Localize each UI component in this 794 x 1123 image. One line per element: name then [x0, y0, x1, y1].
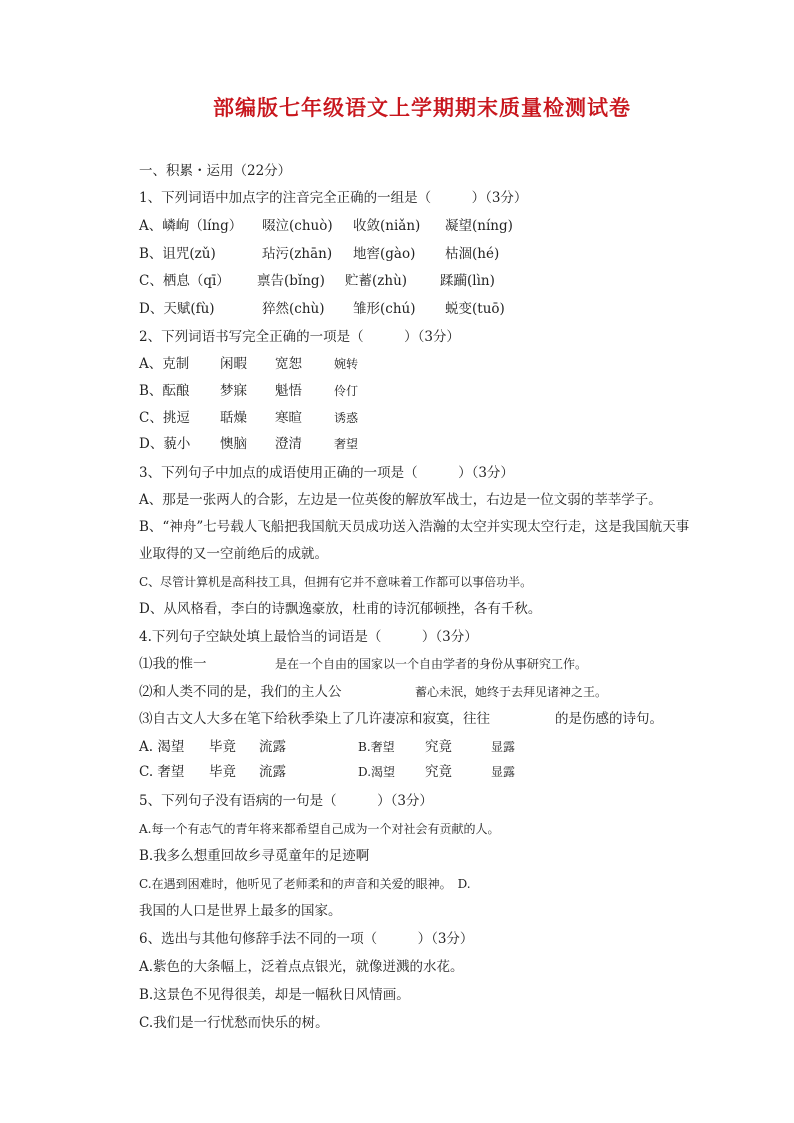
q4-s1-after-blank: 是在一个自由的国家以一个自由学者的身份从事研究工作。	[275, 657, 588, 671]
q6-option-b: B.这景色不见得很美，却是一幅秋日风情画。	[139, 987, 410, 1003]
q4-a-word3: 流露	[259, 739, 286, 755]
q2-d-word1: D、藐小	[139, 436, 191, 452]
q1-stem: 1、下列词语中加点字的注音完全正确的一组是（ ）（3分）	[139, 190, 528, 206]
q1-a-word2: 啜泣(chuò)	[262, 218, 333, 234]
q2-b-word4: 伶仃	[334, 384, 359, 398]
q2-d-word2: 懊脑	[220, 436, 247, 452]
q1-c-word4: 蹂躏(lìn)	[440, 273, 495, 289]
q4-c-word2: 毕竟	[209, 764, 236, 780]
q2-d-word3: 澄清	[275, 436, 302, 452]
q2-b-word1: B、酝酿	[139, 383, 190, 399]
q4-b-word3: 显露	[491, 740, 516, 754]
q3-option-a: A、那是一张两人的合影，左边是一位英俊的解放军战士，右边是一位文弱的莘莘学子。	[139, 492, 662, 508]
q4-c-word3: 流露	[259, 764, 286, 780]
q1-b-word4: 枯涸(hé)	[445, 246, 500, 262]
q4-s3-before-blank: ⑶自古文人大多在笔下给秋季染上了几许凄凉和寂寞，往往	[139, 711, 490, 727]
q5-option-a: A.每一个有志气的青年将来都希望自己成为一个对社会有贡献的人。	[139, 822, 500, 836]
q4-b-word1: B.奢望	[358, 740, 395, 754]
q2-a-word4: 婉转	[334, 357, 359, 371]
q4-d-word2: 究竟	[425, 764, 452, 780]
q2-b-word3: 魁悟	[275, 383, 302, 399]
q2-stem: 2、下列词语书写完全正确的一项是（ ）（3分）	[139, 329, 460, 345]
q4-s3-after-blank: 的是伤感的诗句。	[555, 711, 663, 727]
q4-b-word2: 究竟	[425, 739, 452, 755]
q4-d-word1: D.渴望	[358, 765, 396, 779]
q4-s2-before-blank: ⑵和人类不同的是，我们的主人公	[139, 684, 342, 700]
q1-c-word3: 贮蓄(zhù)	[345, 273, 408, 289]
q4-d-word3: 显露	[491, 765, 516, 779]
q2-a-word3: 宽恕	[275, 356, 302, 372]
q2-c-word2: 聒燥	[220, 410, 247, 426]
q3-option-c: C、尽管计算机是高科技工具，但拥有它并不意味着工作都可以事倍功半。	[139, 575, 533, 589]
q1-b-word1: B、诅咒(zǔ)	[139, 246, 216, 262]
q1-c-word2: 禀告(bǐng)	[257, 273, 325, 289]
q2-d-word4: 奢望	[334, 437, 359, 451]
q6-option-a: A.紫色的大条幅上，泛着点点银光，就像迸溅的水花。	[139, 959, 464, 975]
q5-option-d: 我国的人口是世界上最多的国家。	[139, 903, 342, 919]
q1-d-word3: 雏形(chú)	[353, 301, 416, 317]
q4-stem: 4.下列句子空缺处填上最恰当的词语是（ ）（3分）	[139, 629, 478, 645]
q2-a-word2: 闲暇	[220, 356, 247, 372]
q5-option-c: C.在遇到困难时，他听见了老师柔和的声音和关爱的眼神。 D.	[139, 877, 471, 891]
q6-option-c: C.我们是一行忧愁而快乐的树。	[139, 1015, 329, 1031]
q3-stem: 3、下列句子中加点的成语使用正确的一项是（ ）（3分）	[139, 465, 514, 481]
q4-s1-before-blank: ⑴我的惟一	[139, 656, 207, 672]
q5-stem: 5、下列句子没有语病的一句是（ ）（3分）	[139, 793, 433, 809]
q1-a-word4: 凝望(níng)	[445, 218, 513, 234]
q6-stem: 6、选出与其他句修辞手法不同的一项（ ）（3分）	[139, 931, 474, 947]
q2-c-word1: C、挑逗	[139, 410, 190, 426]
q5-option-b: B.我多么想重回故乡寻觅童年的足迹啊	[139, 848, 370, 864]
q1-a-word3: 收敛(niǎn)	[353, 218, 421, 234]
q1-b-word3: 地窖(gào)	[353, 246, 416, 262]
q4-s2-after-blank: 蓄心未泯，她终于去拜见诸神之王。	[415, 685, 608, 699]
section-heading: 一、积累・运用（22分）	[139, 163, 292, 179]
q1-d-word1: D、天赋(fù)	[139, 301, 215, 317]
exam-title: 部编版七年级语文上学期期末质量检测试卷	[213, 96, 631, 120]
q1-d-word2: 猝然(chù)	[262, 301, 325, 317]
q3-option-d: D、从风格看，李白的诗飘逸豪放，杜甫的诗沉郁顿挫，各有千秋。	[139, 601, 542, 617]
q4-a-word1: A. 渴望	[139, 739, 185, 755]
q1-b-word2: 玷污(zhān)	[262, 246, 333, 262]
q4-a-word2: 毕竟	[209, 739, 236, 755]
q3-option-b-line1: B、“神舟”七号载人飞船把我国航天员成功送入浩瀚的太空并实现太空行走，这是我国航天事	[139, 519, 690, 535]
q4-c-word1: C. 奢望	[139, 764, 185, 780]
q2-c-word3: 寒暄	[275, 410, 302, 426]
q1-d-word4: 蜕变(tuō)	[445, 301, 505, 317]
q2-b-word2: 梦寐	[220, 383, 247, 399]
q2-a-word1: A、克制	[139, 356, 190, 372]
q1-c-word1: C、栖息（qī）	[139, 273, 230, 289]
q1-a-word1: A、嶙峋（líng）	[139, 218, 243, 234]
q2-c-word4: 诱惑	[334, 411, 359, 425]
q3-option-b-line2: 业取得的又一空前绝后的成就。	[139, 546, 328, 562]
